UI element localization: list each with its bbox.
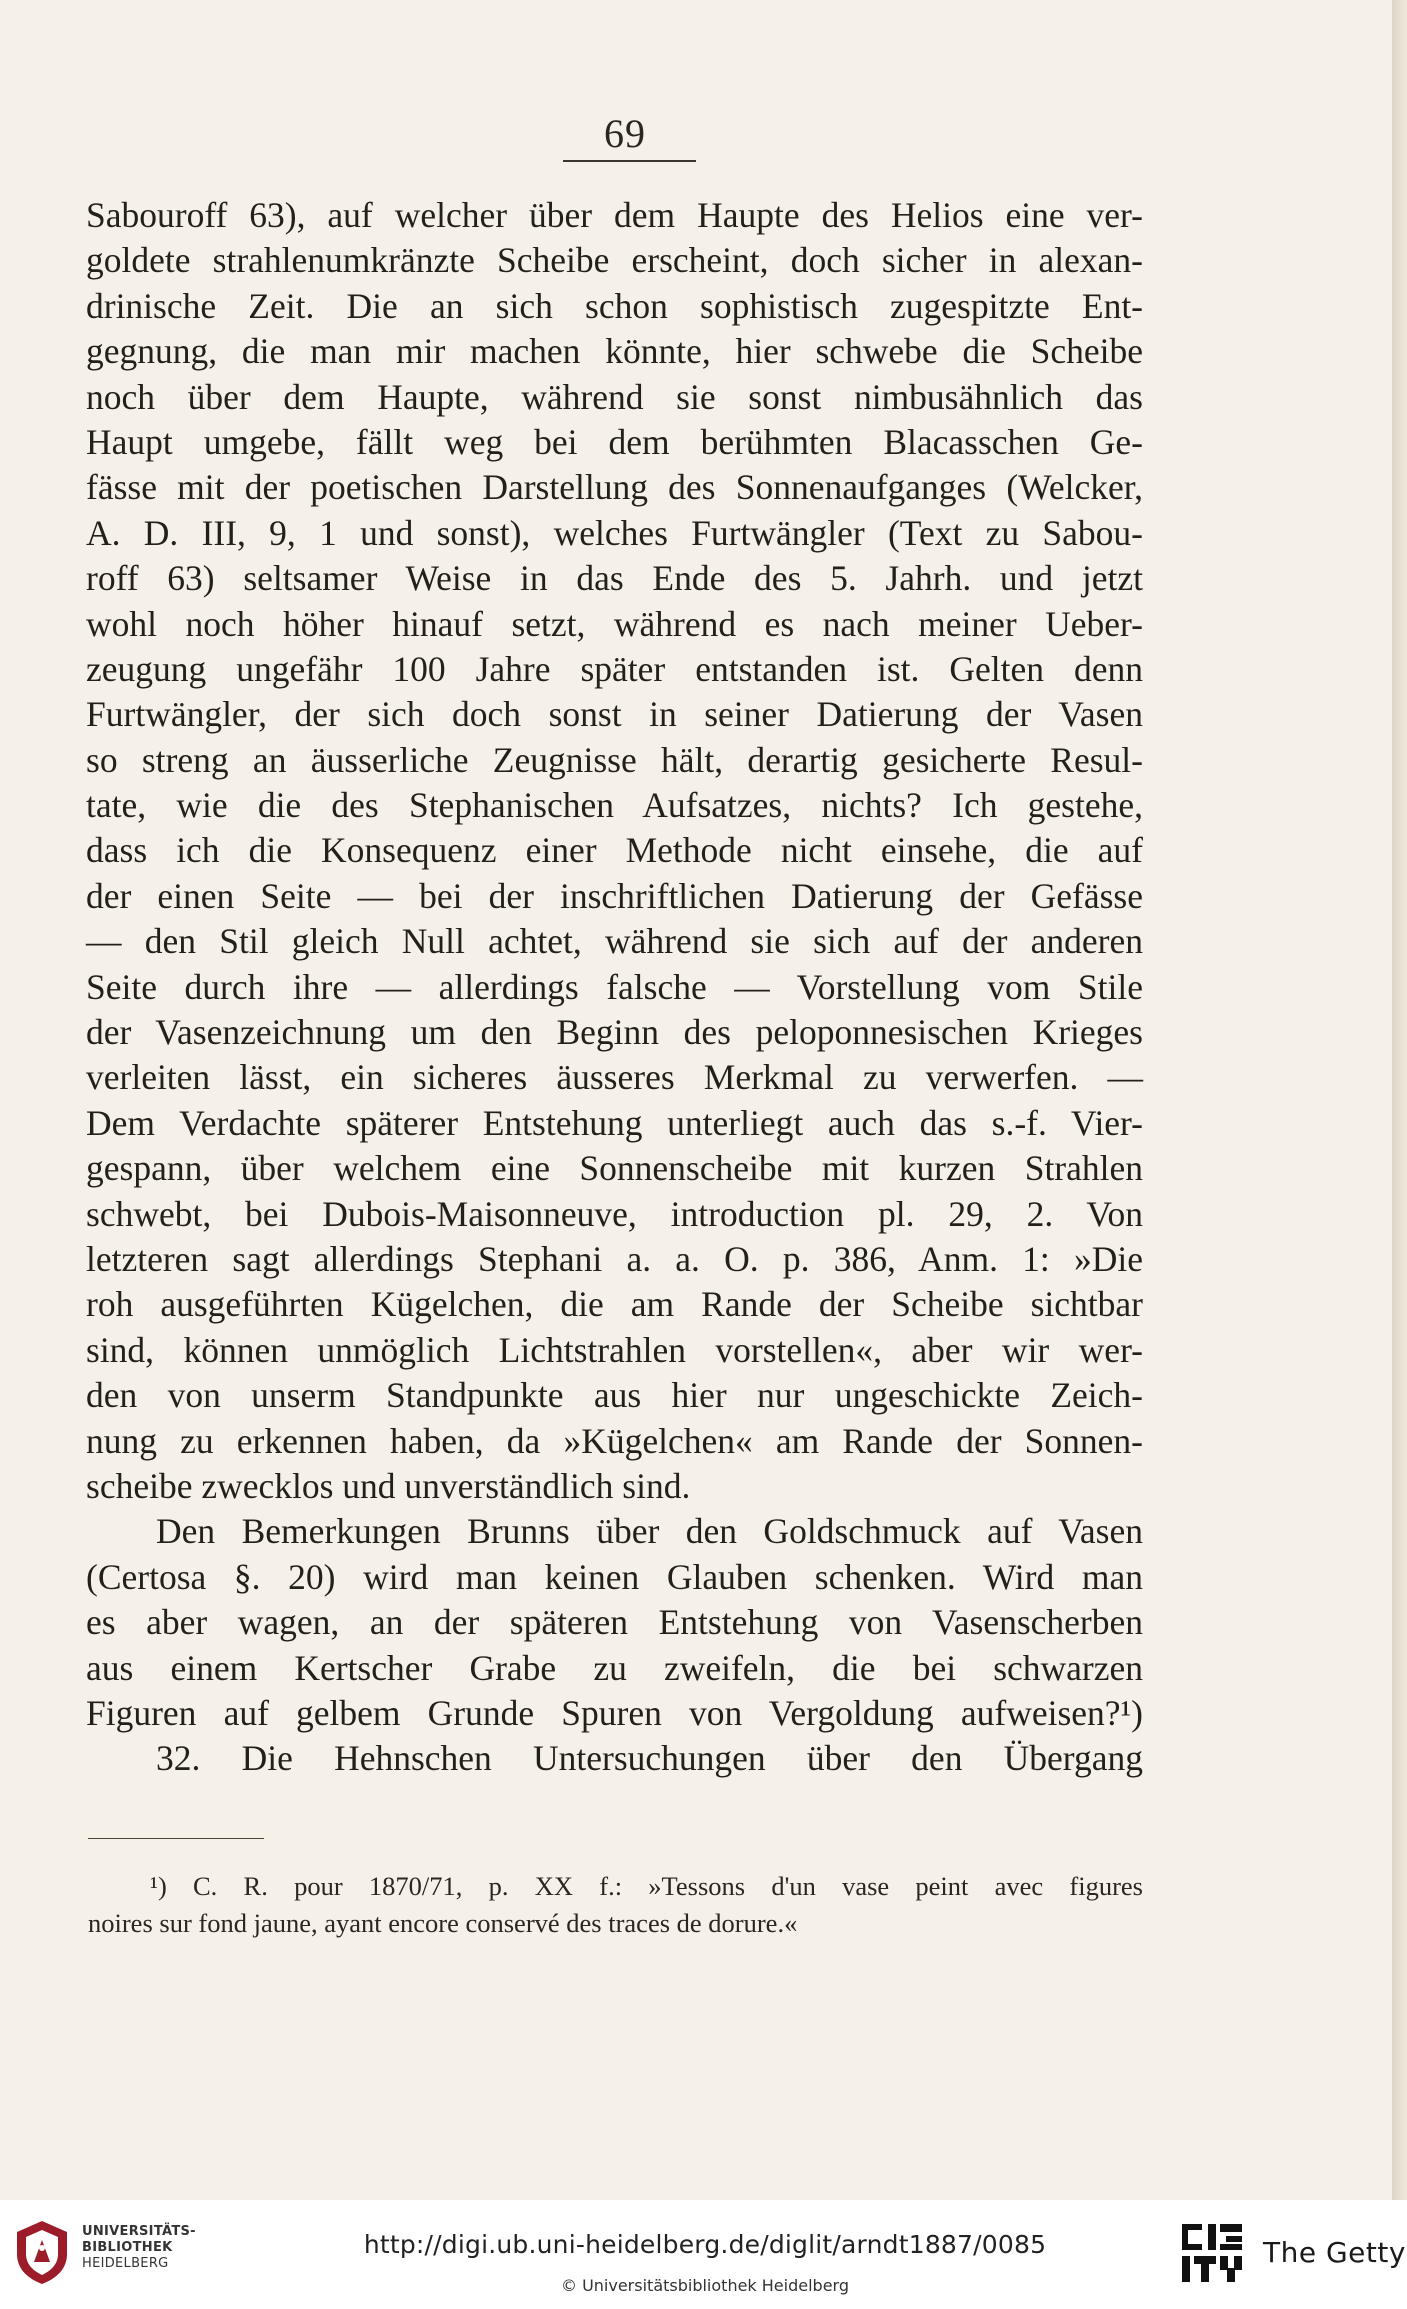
library-name	[82, 2224, 222, 2272]
text-line: roh ausgeführten Kügelchen, die am Rande der Scheibe sichtbar	[86, 1284, 1143, 1325]
text-line: scheibe zwecklos und unverständlich sind.	[86, 1465, 691, 1506]
text-line: verleiten lässt, ein sicheres äusseres Merkmal zu verwerfen. —	[86, 1057, 1143, 1098]
getty-name: The Getty	[1263, 2236, 1406, 2269]
text-line: der Vasenzeichnung um den Beginn des peloponnesischen Krieges	[86, 1012, 1143, 1053]
footnotes	[88, 1868, 1143, 1942]
text-line: Dem Verdachte späterer Entstehung unterliegt auch das s.-f. Vier-	[86, 1102, 1143, 1143]
text-line: aus einem Kertscher Grabe zu zweifeln, die bei schwarzen	[86, 1647, 1143, 1688]
text-line: drinische Zeit. Die an sich schon sophistisch zugespitzte Ent-	[86, 285, 1143, 326]
text-line: gespann, über welchem eine Sonnenscheibe mit kurzen Strahlen	[86, 1148, 1143, 1189]
text-line: nung zu erkennen haben, da »Kügelchen« am Rande der Sonnen-	[86, 1420, 1143, 1461]
text-line: sind, können unmöglich Lichtstrahlen vorstellen«, aber wir wer-	[86, 1329, 1143, 1370]
text-line: wohl noch höher hinauf setzt, während es nach meiner Ueber-	[86, 603, 1143, 644]
library-name-line: BIBLIOTHEK	[82, 2240, 173, 2255]
text-line: tate, wie die des Stephanischen Aufsatzes, nichts? Ich gestehe,	[86, 785, 1143, 826]
footer-bar	[0, 2200, 1407, 2309]
text-line: letzteren sagt allerdings Stephani a. a. O. p. 386, Anm. 1: »Die	[86, 1238, 1143, 1279]
footnote-line: noires sur fond jaune, ayant encore conservé des traces de dorure.«	[88, 1908, 798, 1938]
permalink-url[interactable]: http://digi.ub.uni-heidelberg.de/diglit/arndt1887/0085	[363, 2230, 1047, 2259]
text-line: gegnung, die man mir machen könnte, hier schwebe die Scheibe	[86, 331, 1143, 372]
text-line: so streng an äusserliche Zeugnisse hält, derartig gesicherte Resul-	[86, 739, 1143, 780]
text-line: fässe mit der poetischen Darstellung des Sonnenaufganges (Welcker,	[86, 467, 1143, 508]
library-name-line: HEIDELBERG	[82, 2256, 169, 2271]
page-number: 69	[604, 111, 646, 156]
text-line: A. D. III, 9, 1 und sonst), welches Furtwängler (Text zu Sabou-	[86, 512, 1143, 553]
section-heading-line: 32. Die Hehnschen Untersuchungen über den Übergang	[156, 1738, 1143, 1779]
copyright-notice: © Universitätsbibliothek Heidelberg	[560, 2276, 849, 2295]
header-rule	[563, 160, 696, 162]
text-line: es aber wagen, an der späteren Entstehung von Vasenscherben	[86, 1602, 1143, 1643]
text-line: noch über dem Haupte, während sie sonst nimbusähnlich das	[86, 376, 1143, 417]
text-line: roff 63) seltsamer Weise in das Ende des 5. Jahrh. und jetzt	[86, 558, 1143, 599]
library-name-line: UNIVERSITÄTS-	[82, 2224, 196, 2239]
page-edge	[1392, 0, 1407, 2200]
text-line: — den Stil gleich Null achtet, während sie sich auf der anderen	[86, 921, 1143, 962]
text-line: Furtwängler, der sich doch sonst in seiner Datierung der Vasen	[86, 694, 1143, 735]
text-line: schwebt, bei Dubois-Maisonneuve, introduction pl. 29, 2. Von	[86, 1193, 1143, 1234]
text-line: (Certosa §. 20) wird man keinen Glauben schenken. Wird man	[86, 1556, 1143, 1597]
body-text	[86, 193, 1143, 1782]
text-line: der einen Seite — bei der inschriftlichen Datierung der Gefässe	[86, 875, 1143, 916]
getty-logo-icon	[1180, 2222, 1244, 2284]
text-line: Den Bemerkungen Brunns über den Goldschmuck auf Vasen	[156, 1511, 1143, 1552]
footnote-line: ¹) C. R. pour 1870/71, p. XX f.: »Tessons d'un vase peint avec figures	[150, 1871, 1143, 1901]
footnote-rule	[88, 1838, 264, 1839]
text-line: Sabouroff 63), auf welcher über dem Haupte des Helios eine ver-	[86, 195, 1143, 235]
text-line: Haupt umgebe, fällt weg bei dem berühmten Blacasschen Ge-	[86, 421, 1143, 462]
text-line: Figuren auf gelbem Grunde Spuren von Vergoldung aufweisen?¹)	[86, 1692, 1143, 1733]
text-line: Seite durch ihre — allerdings falsche — Vorstellung vom Stile	[86, 966, 1143, 1007]
university-seal-icon	[12, 2218, 72, 2286]
text-line: den von unserm Standpunkte aus hier nur ungeschickte Zeich-	[86, 1375, 1143, 1416]
text-line: dass ich die Konsequenz einer Methode nicht einsehe, die auf	[86, 830, 1143, 871]
text-line: zeugung ungefähr 100 Jahre später entstanden ist. Gelten denn	[86, 648, 1143, 689]
text-line: goldete strahlenumkränzte Scheibe erscheint, doch sicher in alexan-	[86, 240, 1143, 281]
